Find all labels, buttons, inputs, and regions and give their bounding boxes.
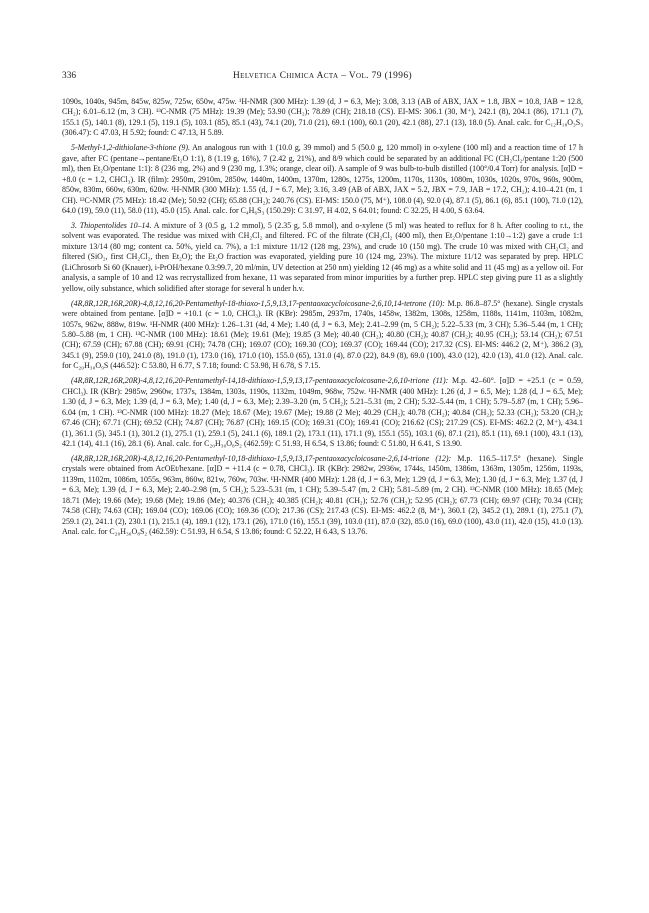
- paragraph-text: An analogous run with 1 (10.0 g, 39 mmol) and 5 (50.0 g, 120 mmol) in o-xylene (100 ml) and a reaction time of 17 h gave, after FC (pentane→pentane/Et₂O 1:1), 8 (1.19 g, 16%), 7 (2.42 g, 21%), and 8/9 which could be separated by an additional FC (CH₂Cl₂/pentane 1:20 (500 ml), then Et₂O/pentane 1:1): 8 (236 mg, 2%) and 9 (230 mg, 1.3%; orange, clear oil). A sample of 9 was bulb-to-bulb distilled (100°/0.4 Torr) for analysis. [α]D = +8.0 (c = 1.2, CHCl₃). IR (film): 2950m, 2910m, 2850w, 1440m, 1400m, 1370m, 1280s, 1275s, 1200m, 1170s, 1130s, 1080m, 1030s, 1020s, 970s, 960s, 900m, 850w, 830m, 660w, 630m, 620w. ¹H-NMR (300 MHz): 1.55 (d, J = 6.7, Me); 3.16, 3.49 (AB of ABX, JAX = 5.2, JBX = 7.9, JAB = 17.2, CH₂); 4.10–4.21 (m, 1 CH). ¹³C-NMR (75 MHz): 18.42 (Me); 50.92 (CH); 65.88 (CH₂); 240.76 (CS). EI-MS: 150.0 (75, M⁺), 108.0 (4), 92.0 (4), 87.1 (5), 86.1 (6), 85.1 (100), 71.0 (12), 64.0 (19), 59.0 (11), 58.0 (11), 45.0 (15). Anal. calc. for C₄H₆S₃ (150.29): C 31.97, H 4.02, S 64.01; found: C 32.25, H 4.00, S 63.64.: [62, 143, 583, 216]
- paragraph-text: A mixture of 3 (0.5 g, 1.2 mmol), 5 (2.35 g, 5.8 mmol), and o-xylene (5 ml) was heated to reflux for 8 h. After cooling to r.t., the solvent was evaporated. The residue was mixed with CH₂Cl₂ and filtered. FC of the filtrate (CH₂Cl₂ (400 ml), then Et₂O/pentane 1:10→1:2) gave a crude 1:1 mixture 13/14 (80 mg; content ca. 50%, yield ca. 7%), a 1:1 mixture 11/12 (128 mg, 23%), and crude 10 (150 mg). The crude 10 was mixed with CH₂Cl₂ and filtered (SiO₂, first CH₂Cl₂, then Et₂O); the Et₂O fraction was evaporated, yielding pure 10 (124 mg, 23%). The mixture 11/12 was separated by prep. HPLC (LiChrosorb Si 60 (Knauer), i-PrOH/hexane 0.3:99.7, 20 ml/min, UV detection at 250 nm) yielding 12 (46 mg) as a white solid and 11 (45 mg) as a yellow oil. For analysis, a sample of 10 and 12 was recrystallized from hexane, 11 was separated from minor impurities by a further prep. HPLC step giving pure 11 as a slightly yellow, oily substance, which solidified after storage for several h under h.v.: [62, 220, 583, 293]
- paragraph-text: M.p. 42–60°. [α]D = +25.1 (c = 0.59, CHCl₃). IR (KBr): 2985w, 2960w, 1737s, 1384m, 1303s, 1190s, 1132m, 1049m, 968w, 752w. ¹H-NMR (400 MHz): 1.26 (d, J = 6.5, Me); 1.28 (d, J = 6.5, Me); 1.30 (d, J = 6.3, Me); 1.39 (d, J = 6.3, Me); 1.40 (d, J = 6.3, Me); 2.39–3.20 (m, 5 CH₂); 5.21–5.31 (m, 2 CH); 5.32–5.44 (m, 1 CH); 5.79–5.87 (m, 1 CH); 5.96–6.04 (m, 1 CH). ¹³C-NMR (100 MHz): 18.27 (Me); 18.67 (Me); 19.67 (Me); 19.88 (2 Me); 40.29 (CH₂); 40.78 (CH₂); 40.84 (CH₂); 52.33 (CH₂); 53.20 (CH₂); 67.46 (CH); 67.71 (CH); 69.52 (CH); 74.87 (CH); 76.87 (CH); 169.15 (CO); 169.31 (CO); 169.41 (CO); 216.62 (CS); 217.29 (CS). EI-MS: 462.2 (2, M⁺), 434.1 (1), 361.1 (5), 345.1 (1), 301.2 (1), 275.1 (1), 259.1 (5), 241.1 (6), 189.1 (2), 173.1 (11), 171.1 (9), 155.1 (55), 103.1 (6), 87.1 (21), 85.1 (11), 69.1 (100), 43.1 (13), 42.1 (14), 41.1 (16), 28.1 (6). Anal. calc. for C₂₀H₃₀O₈S₂ (462.59): C 51.93, H 6.54, S 13.86; found: C 51.80, H 6.41, S 13.90.: [62, 376, 583, 449]
- paragraph-thiopentolides: [62, 221, 583, 294]
- paragraph-compound-12: [62, 454, 583, 538]
- running-header: [62, 70, 583, 82]
- paragraph-compound-9: [62, 143, 583, 216]
- paragraph-compound-8-data: [62, 97, 583, 139]
- paragraph-text: M.p. 116.5–117.5° (hexane). Single crystals were obtained from AcOEt/hexane. [α]D = +11.4 (c = 0.78, CHCl₃). IR (KBr): 2982w, 2936w, 1744s, 1450m, 1386m, 1363m, 1305m, 1256m, 1193s, 1139m, 1102m, 1086m, 1055s, 963m, 860w, 821w, 760w, 703w. ¹H-NMR (400 MHz): 1.28 (d, J = 6.3, Me); 1.29 (d, J = 6.3, Me); 1.30 (d, J = 6.3, Me); 1.37 (d, J = 6.3, Me); 1.39 (d, J = 6.3, Me); 2.40–2.98 (m, 5 CH₂); 5.23–5.31 (m, 1 CH); 5.39–5.47 (m, 2 CH); 5.81–5.89 (m, 2 CH). ¹³C-NMR (100 MHz): 18.65 (Me); 18.71 (Me); 19.66 (Me); 19.68 (Me); 19.86 (Me); 40.376 (CH₂); 40.385 (CH₂); 40.81 (CH₂); 52.76 (CH₂); 52.95 (CH₂); 67.73 (CH); 69.97 (CH); 70.34 (CH); 74.58 (CH); 74.63 (CH); 169.04 (CO); 169.06 (CO); 169.36 (CO); 217.36 (CS); 217.43 (CS). EI-MS: 462.2 (8, M⁺), 360.1 (2), 345.2 (1), 289.1 (1), 275.1 (7), 259.1 (2), 241.1 (2), 230.1 (1), 215.1 (4), 189.1 (12), 173.1 (26), 171.0 (16), 155.1 (39), 103.0 (11), 87.0 (32), 85.0 (16), 69.0 (100), 43.0 (11), 42.0 (15), 41.0 (13). Anal. calc. for C₂₀H₃₀O₈S₂ (462.59): C 51.93, H 6.54, S 13.86; found: C 52.22, H 6.43, S 13.76.: [62, 454, 583, 537]
- journal-title: Helvetica Chimica Acta – Vol. 79 (1996): [233, 71, 412, 81]
- compound-heading: (4R,8R,12R,16R,20R)-4,8,12,16,20-Pentamethyl-10,18-dithioxo-1,5,9,13,17-pentaoxacycloicosane-2,6,14-trione (12):: [71, 454, 452, 463]
- compound-heading: (4R,8R,12R,16R,20R)-4,8,12,16,20-Pentamethyl-14,18-dithioxo-1,5,9,13,17-pentaoxacycloicosane-2,6,10-trione (11):: [71, 376, 449, 386]
- section-heading: 3. Thiopentolides 10–14.: [71, 220, 152, 230]
- paragraph-compound-11: [62, 376, 583, 449]
- article-body: [62, 97, 583, 538]
- compound-heading: 5-Methyl-1,2-dithiolane-3-thione (9).: [71, 143, 190, 153]
- compound-heading: (4R,8R,12R,16R,20R)-4,8,12,16,20-Pentamethyl-18-thioxo-1,5,9,13,17-pentaoxacycloicosane-2,6,10,14-tetrone (10):: [71, 298, 445, 308]
- paragraph-text: M.p. 86.8–87.5° (hexane). Single crystals were obtained from pentane. [α]D = +10.1 (c = 1.0, CHCl₃). IR (KBr): 2985m, 2937m, 1740s, 1458w, 1382m, 1308s, 1258m, 1188s, 1141m, 1103m, 1082m, 1057s, 962w, 888w, 819w. ¹H-NMR (400 MHz): 1.26–1.31 (4d, 4 Me); 1.40 (d, J = 6.3, Me); 2.41–2.99 (m, 5 CH₂); 5.22–5.33 (m, 3 CH); 5.36–5.44 (m, 1 CH); 5.80–5.88 (m, 1 CH). ¹³C-NMR (100 MHz): 18.61 (Me); 19.61 (Me); 19.85 (3 Me); 40.40 (CH₂); 40.80 (CH₂); 40.87 (CH₂); 40.95 (CH₂); 53.14 (CH₂); 67.51 (CH); 67.59 (CH); 67.88 (CH); 69.91 (CH); 74.78 (CH); 169.07 (CO); 169.30 (CO); 169.37 (CO); 169.44 (CO); 217.32 (CS). EI-MS: 446.2 (2, M⁺), 386.2 (3), 345.1 (9), 259.0 (10), 241.0 (8), 191.0 (1), 173.0 (16), 171.0 (10), 155.0 (65), 131.0 (4), 87.0 (22), 84.9 (8), 69.0 (100), 43.0 (12), 42.0 (13), 41.0 (12). Anal. calc. for C₂₀H₃₀O₉S (446.52): C 53.80, H 6.77, S 7.18; found: C 53.98, H 6.78, S 7.15.: [62, 298, 583, 371]
- page-number: 336: [62, 71, 77, 81]
- paragraph-compound-10: [62, 299, 583, 372]
- paragraph-text: 1090s, 1040s, 945m, 845w, 825w, 725w, 650w, 475w. ¹H-NMR (300 MHz): 1.39 (d, J = 6.3, Me); 3.08, 3.13 (AB of ABX, JAX = 1.8, JBX = 10.8, JAB = 12.8, CH₂); 6.01–6.12 (m, 3 CH). ¹³C-NMR (75 MHz): 19.39 (Me); 53.90 (CH₂); 78.89 (CH); 218.18 (CS). EI-MS: 306.1 (30, M⁺), 242.1 (8), 204.1 (86), 171.1 (7), 155.1 (5), 140.1 (8), 129.1 (5), 119.1 (5), 103.1 (85), 85.1 (43), 74.1 (20), 71.0 (21), 69.1 (100), 60.1 (20), 42.1 (88), 27.1 (13), 18.0 (5). Anal. calc. for C₁₂H₁₈O₃S₃ (306.47): C 47.03, H 5.92; found: C 47.13, H 5.89.: [62, 97, 583, 138]
